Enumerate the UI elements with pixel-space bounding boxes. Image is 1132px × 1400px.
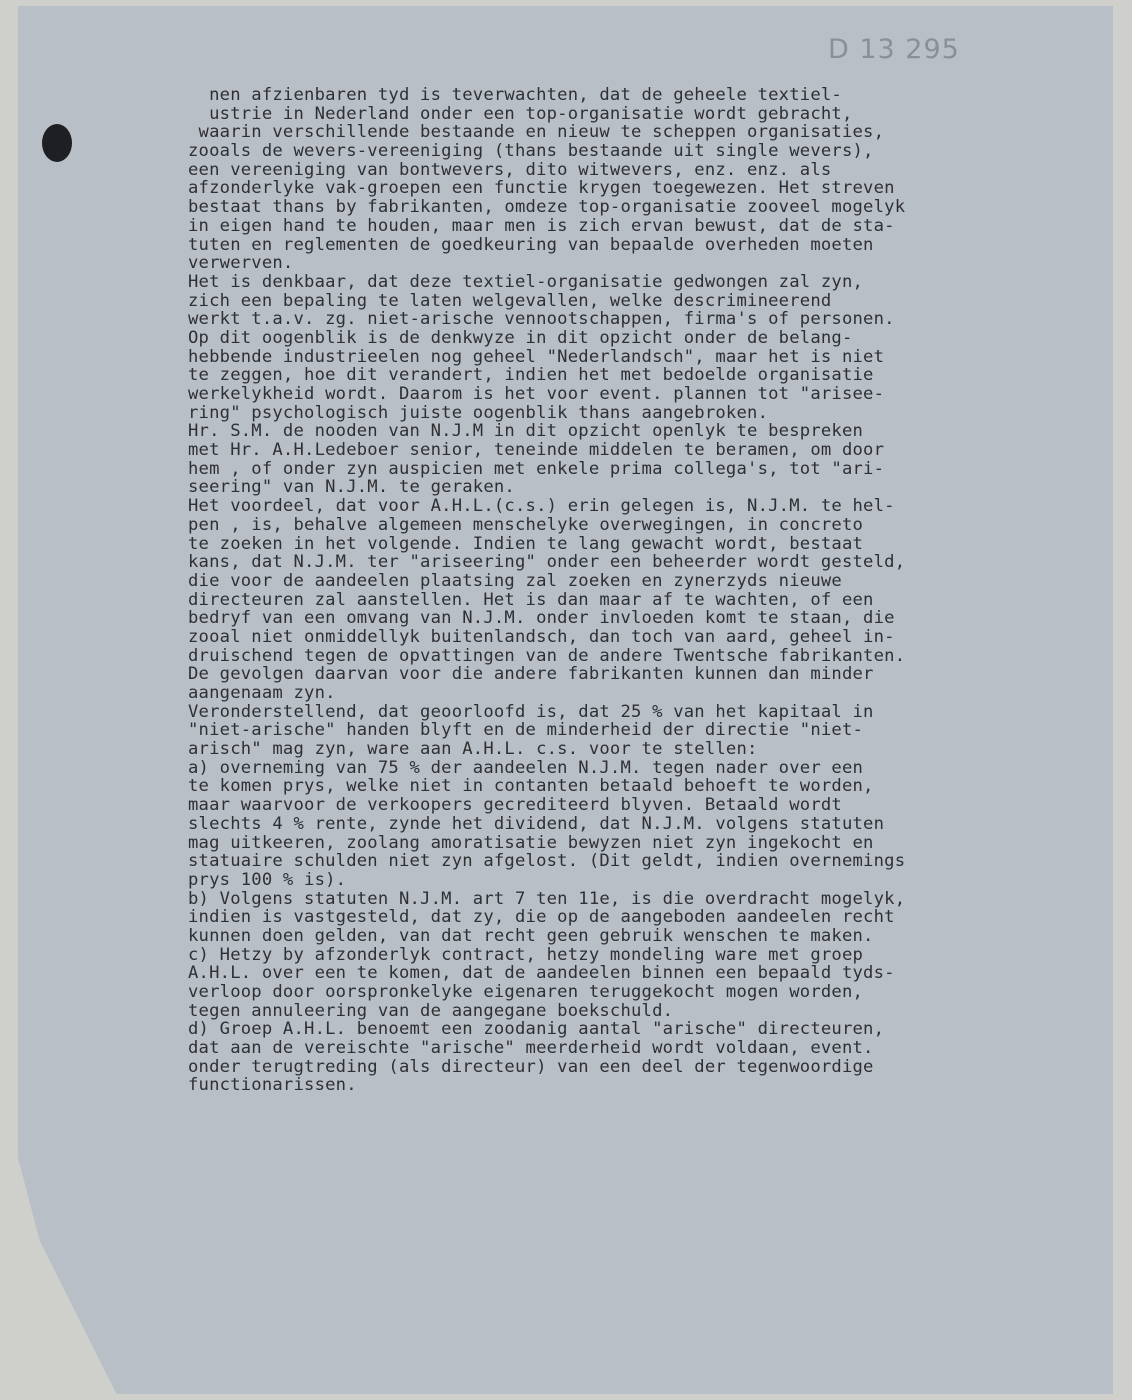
text-line: verwerven. — [188, 253, 294, 274]
text-line: te zoeken in het volgende. Indien te lang gewacht wordt, bestaat — [188, 533, 864, 554]
text-line: die voor de aandeelen plaatsing zal zoeken en zynerzyds nieuwe — [188, 570, 842, 591]
typewritten-text-body — [188, 86, 1088, 1095]
text-line: mag uitkeeren, zoolang amoratisatie bewyzen niet zyn ingekocht en — [188, 832, 874, 853]
text-line: onder terugtreding (als directeur) van een deel der tegenwoordige — [188, 1056, 874, 1077]
text-line: bestaat thans by fabrikanten, omdeze top-organisatie zooveel mogelyk — [188, 197, 906, 218]
text-line: te zeggen, hoe dit verandert, indien het met bedoelde organisatie — [188, 365, 874, 386]
text-line: verloop door oorspronkelyke eigenaren teruggekocht mogen worden, — [188, 982, 864, 1002]
text-line: werkt t.a.v. zg. niet-arische vennootschappen, firma's of personen. — [188, 309, 895, 330]
text-line: hem , of onder zyn auspicien met enkele prima collega's, tot "ari- — [188, 458, 885, 479]
text-line: Op dit oogenblik is de denkwyze in dit opzicht onder de belang- — [188, 327, 853, 348]
text-line: waarin verschillende bestaande en nieuw te scheppen organisaties, — [188, 122, 885, 143]
text-line: in eigen hand te houden, maar men is zich ervan bewust, dat de sta- — [188, 215, 895, 236]
text-line: zich een bepaling te laten welgevallen, welke descrimineerend — [188, 290, 832, 311]
text-line: maar waarvoor de verkoopers gecrediteerd blyven. Betaald wordt — [188, 795, 842, 816]
text-line: te komen prys, welke niet in contanten betaald behoeft te worden, — [188, 776, 874, 797]
text-line: d) Groep A.H.L. benoemt een zoodanig aantal "arische" directeuren, — [188, 1019, 885, 1040]
text-line: A.H.L. over een te komen, dat de aandeelen binnen een bepaald tyds- — [188, 963, 895, 984]
text-line: Het is denkbaar, dat deze textiel-organisatie gedwongen zal zyn, — [188, 271, 864, 292]
text-line: kunnen doen gelden, van dat recht geen gebruik wenschen te maken. — [188, 925, 874, 946]
punch-hole — [42, 124, 72, 162]
text-line: Het voordeel, dat voor A.H.L.(c.s.) erin gelegen is, N.J.M. te hel- — [188, 496, 895, 517]
text-line: bedryf van een omvang van N.J.M. onder invloeden komt te staan, die — [188, 608, 895, 629]
text-line: slechts 4 % rente, zynde het dividend, dat N.J.M. volgens statuten — [188, 813, 885, 834]
text-line: prys 100 % is). — [188, 869, 347, 890]
text-line: ustrie in Nederland onder een top-organisatie wordt gebracht, — [188, 103, 853, 124]
text-line: aangenaam zyn. — [188, 683, 336, 703]
archive-number: D 13 295 — [828, 34, 960, 65]
text-line: zooal niet onmiddellyk buitenlandsch, dan toch van aard, geheel in- — [188, 626, 895, 647]
text-line: directeuren zal aanstellen. Het is dan maar af te wachten, of een — [188, 589, 874, 610]
text-line: seering" van N.J.M. te geraken. — [188, 477, 515, 498]
text-line: Hr. S.M. de nooden van N.J.M in dit opzicht openlyk te bespreken — [188, 421, 864, 442]
text-line: a) overneming van 75 % der aandeelen N.J.M. tegen nader over een — [188, 757, 864, 778]
text-line: met Hr. A.H.Ledeboer senior, teneinde middelen te beramen, om door — [188, 440, 885, 461]
text-line: functionarissen. — [188, 1075, 357, 1096]
text-line: indien is vastgesteld, dat zy, die op de aangeboden aandeelen recht — [188, 907, 895, 928]
text-line: b) Volgens statuten N.J.M. art 7 ten 11e, is die overdracht mogelyk, — [188, 888, 906, 909]
text-line: hebbende industrieelen nog geheel "Nederlandsch", maar het is niet — [188, 346, 885, 367]
text-line: dat aan de vereischte "arische" meerderheid wordt voldaan, event. — [188, 1038, 874, 1059]
text-line: zooals de wevers-vereeniging (thans bestaande uit single wevers), — [188, 141, 874, 162]
text-line: c) Hetzy by afzonderlyk contract, hetzy mondeling ware met groep — [188, 944, 864, 965]
text-line: nen afzienbaren tyd is teverwachten, dat de geheele textiel- — [188, 85, 842, 105]
text-line: pen , is, behalve algemeen menschelyke overwegingen, in concreto — [188, 514, 864, 535]
text-line: arisch" mag zyn, ware aan A.H.L. c.s. voor te stellen: — [188, 739, 758, 760]
text-line: statuaire schulden niet zyn afgelost. (Dit geldt, indien overnemings — [188, 851, 906, 872]
text-line: druischend tegen de opvattingen van de andere Twentsche fabrikanten. — [188, 645, 906, 666]
text-line: "niet-arische" handen blyft en de minderheid der directie "niet- — [188, 720, 864, 741]
text-line: werkelykheid wordt. Daarom is het voor event. plannen tot "arisee- — [188, 384, 885, 404]
text-line: De gevolgen daarvan voor die andere fabrikanten kunnen dan minder — [188, 664, 874, 685]
text-line: Veronderstellend, dat geoorloofd is, dat 25 % van het kapitaal in — [188, 701, 874, 722]
text-line: kans, dat N.J.M. ter "ariseering" onder een beheerder wordt gesteld, — [188, 552, 906, 573]
text-line: tuten en reglementen de goedkeuring van bepaalde overheden moeten — [188, 234, 874, 255]
text-line: een vereeniging van bontwevers, dito witwevers, enz. enz. als — [188, 159, 832, 180]
text-line: afzonderlyke vak-groepen een functie krygen toegewezen. Het streven — [188, 178, 895, 199]
text-line: tegen annuleering van de aangegane boekschuld. — [188, 1000, 674, 1021]
text-line: ring" psychologisch juiste oogenblik thans aangebroken. — [188, 402, 769, 423]
